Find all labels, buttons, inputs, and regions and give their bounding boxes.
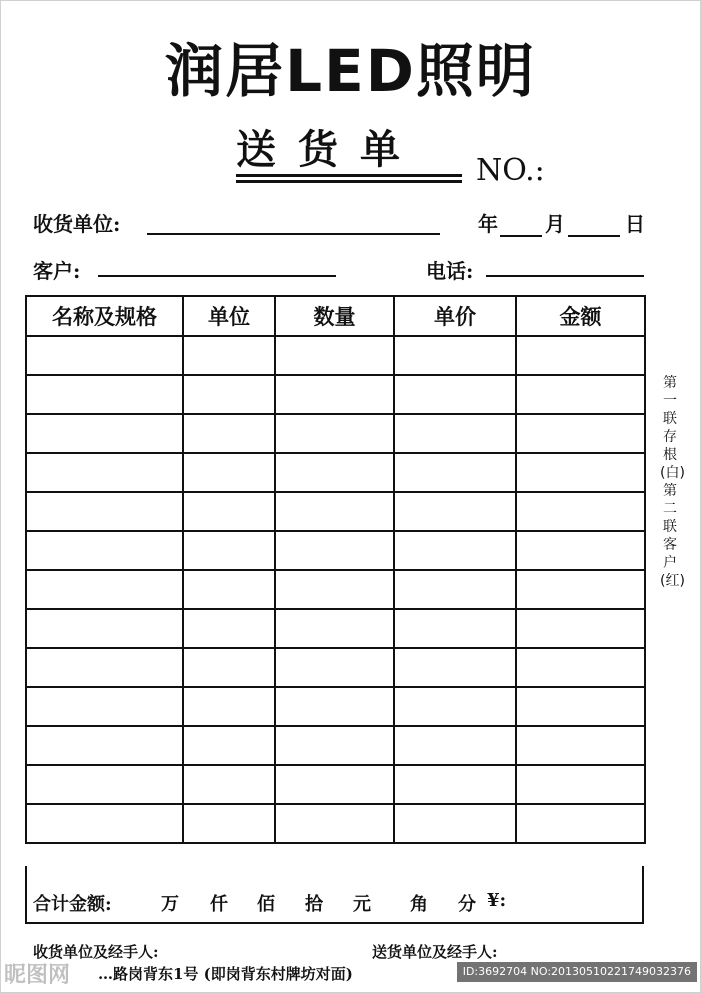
unit-qian: 仟 [210,894,228,915]
table-row [26,492,645,531]
table-cell[interactable] [183,336,275,375]
month-label: 月 [545,212,565,236]
table-cell[interactable] [394,609,516,648]
phone-field[interactable] [486,275,644,277]
table-row [26,570,645,609]
year-label: 年 [478,212,498,236]
column-header: 单价 [394,296,516,336]
column-header: 数量 [275,296,394,336]
table-row [26,687,645,726]
table-cell[interactable] [394,648,516,687]
table-cell[interactable] [394,570,516,609]
unit-bai: 佰 [257,894,275,915]
table-cell[interactable] [275,804,394,843]
column-header: 单位 [183,296,275,336]
table-cell[interactable] [394,531,516,570]
table-cell[interactable] [183,609,275,648]
table-cell[interactable] [26,609,183,648]
table-cell[interactable] [394,453,516,492]
table-cell[interactable] [26,375,183,414]
table-cell[interactable] [516,492,645,531]
table-cell[interactable] [183,492,275,531]
receiver-unit-field[interactable] [147,233,440,235]
table-cell[interactable] [183,414,275,453]
table-row [26,414,645,453]
table-cell[interactable] [275,726,394,765]
table-cell[interactable] [26,492,183,531]
table-cell[interactable] [275,765,394,804]
table-cell[interactable] [394,687,516,726]
table-cell[interactable] [26,453,183,492]
table-cell[interactable] [394,804,516,843]
table-cell[interactable] [275,648,394,687]
table-cell[interactable] [26,336,183,375]
total-label: 合计金额: [33,894,112,915]
company-name: 润居LED照明 [165,37,536,105]
table-cell[interactable] [394,765,516,804]
receiver-signature-label: 收货单位及经手人: [33,943,159,961]
day-field[interactable] [568,235,620,237]
unit-fen: 分 [458,894,476,915]
table-row [26,804,645,843]
table-row [26,531,645,570]
table-cell[interactable] [275,375,394,414]
table-row [26,609,645,648]
table-cell[interactable] [516,765,645,804]
column-header: 金额 [516,296,645,336]
document-title: 送货单 [236,126,422,173]
table-cell[interactable] [516,414,645,453]
day-label: 日 [625,212,645,236]
table-cell[interactable] [516,453,645,492]
table-row [26,726,645,765]
month-field[interactable] [500,235,542,237]
table-row [26,765,645,804]
table-cell[interactable] [394,726,516,765]
table-cell[interactable] [516,609,645,648]
table-cell[interactable] [516,570,645,609]
table-cell[interactable] [26,570,183,609]
table-cell[interactable] [26,726,183,765]
table-row [26,453,645,492]
unit-jiao: 角 [410,894,428,915]
table-cell[interactable] [516,726,645,765]
table-cell[interactable] [183,375,275,414]
table-cell[interactable] [275,336,394,375]
table-cell[interactable] [516,687,645,726]
watermark-id: ID:3692704 NO:20130510221749032376 [457,962,697,982]
customer-field[interactable] [98,275,336,277]
table-cell[interactable] [394,375,516,414]
table-cell[interactable] [183,648,275,687]
table-cell[interactable] [275,414,394,453]
table-cell[interactable] [26,648,183,687]
currency-symbol: ¥: [487,890,507,911]
table-cell[interactable] [26,687,183,726]
table-cell[interactable] [26,414,183,453]
table-cell[interactable] [183,765,275,804]
table-cell[interactable] [275,531,394,570]
title-underline-1 [236,174,462,177]
table-cell[interactable] [516,804,645,843]
customer-label: 客户: [33,259,81,283]
copy-distribution-note: 第一联存根(白)第二联客户(红) [660,375,685,589]
table-row [26,375,645,414]
table-cell[interactable] [183,453,275,492]
unit-wan: 万 [161,894,179,915]
items-table [25,295,646,844]
table-cell[interactable] [394,414,516,453]
table-cell[interactable] [183,804,275,843]
unit-yuan: 元 [353,894,371,915]
sender-signature-label: 送货单位及经手人: [372,943,498,961]
table-cell[interactable] [394,336,516,375]
phone-label: 电话: [426,259,474,283]
table-cell[interactable] [26,804,183,843]
table-cell[interactable] [183,570,275,609]
table-cell[interactable] [183,687,275,726]
company-address: …路岗背东1号 (即岗背东村牌坊对面) [98,965,353,983]
table-cell[interactable] [26,765,183,804]
number-label: NO.: [476,153,545,188]
table-cell[interactable] [275,453,394,492]
table-header-row [26,296,645,336]
watermark-logo: 昵图网 [4,963,71,988]
table-row [26,336,645,375]
unit-shi: 拾 [305,894,323,915]
table-cell[interactable] [275,492,394,531]
table-cell[interactable] [275,609,394,648]
table-cell[interactable] [183,531,275,570]
table-cell[interactable] [516,336,645,375]
table-cell[interactable] [26,531,183,570]
table-cell[interactable] [275,570,394,609]
table-cell[interactable] [183,726,275,765]
table-cell[interactable] [275,687,394,726]
table-cell[interactable] [516,648,645,687]
table-cell[interactable] [516,375,645,414]
table-row [26,648,645,687]
title-underline-2 [236,180,462,183]
table-cell[interactable] [516,531,645,570]
table-cell[interactable] [394,492,516,531]
column-header: 名称及规格 [26,296,183,336]
total-row [25,866,644,924]
receiver-unit-label: 收货单位: [33,212,121,236]
